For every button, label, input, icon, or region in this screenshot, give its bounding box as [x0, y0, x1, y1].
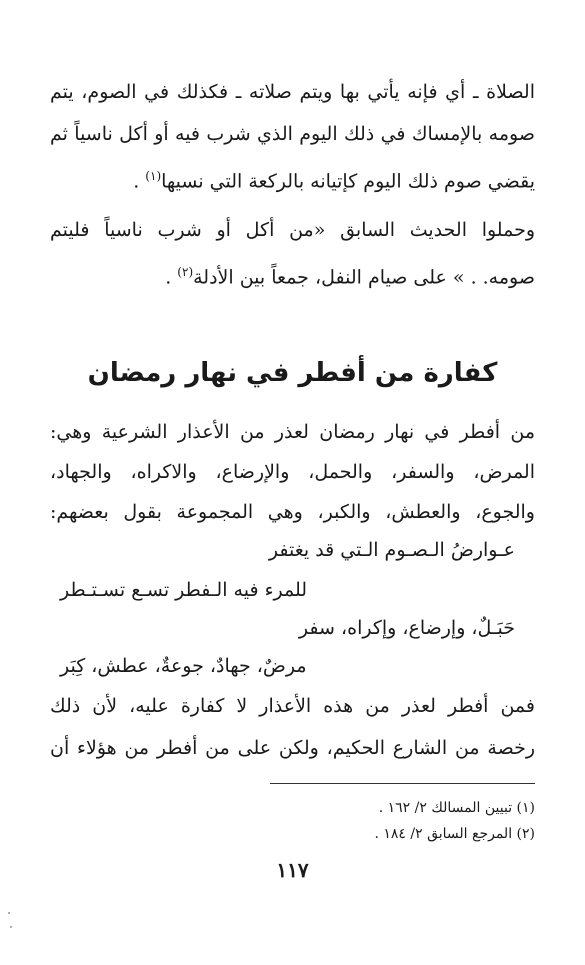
paragraph-1-line-1: الصلاة ـ أي فإنه يأتي بها ويتم صلاته ـ فكذلك في الصوم، يتم [50, 81, 535, 103]
poem-verse-1-first-hemistich: عـوارضُ الـصـوم الـتي قد يغتفر [268, 539, 515, 561]
paragraph-2-line-2-text: صومه. . » على صيام النفل، جمعاً بين الأدلة [193, 266, 535, 289]
paragraph-1-line-3-end: . [133, 170, 146, 193]
footnote-2: (٢) المرجع السابق ٢/ ١٨٤ . [374, 826, 535, 842]
paragraph-2-line-2 [50, 252, 535, 297]
poem-verse-1-second-hemistich: للمرء فيه الـفطر تسـع تسـتـطر [60, 579, 308, 601]
poem-verse-2-first-hemistich: حَبَـلٌ، وإرضاع، وإكراه، سفر [298, 617, 515, 639]
footnote-1: (١) تبيين المسالك ٢/ ١٦٢ . [378, 800, 535, 816]
paragraph-2-line-1: وحملوا الحديث السابق «من أكل أو شرب ناسياً فليتم [50, 219, 535, 241]
paragraph-3-line-2: المرض، والسفر، والحمل، والإرضاع، والاكراه، والجهاد، [50, 461, 535, 483]
section-heading: كفارة من أفطر في نهار رمضان [87, 358, 498, 388]
paragraph-1-line-3 [50, 156, 535, 201]
footnote-separator [270, 783, 535, 784]
page-number: ١١٧ [276, 858, 309, 882]
footnote-ref-1: (١) [145, 169, 162, 183]
scan-speck [10, 926, 12, 928]
scan-speck [8, 912, 10, 914]
paragraph-3-line-1: من أفطر في نهار رمضان لعذر من الأعذار الشرعية وهي: [50, 421, 535, 443]
paragraph-1-line-3-text: يقضي صوم ذلك اليوم كإتيانه بالركعة التي نسيها [161, 170, 535, 193]
paragraph-2-line-2-end: . [165, 266, 178, 289]
footnote-ref-2: (٢) [177, 265, 194, 279]
paragraph-4-line-2: رخصة من الشارع الحكيم، ولكن على من أفطر من هؤلاء أن [50, 737, 535, 759]
poem-verse-2-second-hemistich: مرضٌ، جهادٌ، جوعةٌ، عطش، كِبَر [60, 655, 307, 677]
paragraph-4-line-1: فمن أفطر لعذر من هذه الأعذار لا كفارة عليه، لأن ذلك [50, 695, 535, 717]
paragraph-3-line-3: والجوع، والعطش، والكبر، وهي المجموعة بقول بعضهم: [50, 501, 535, 523]
paragraph-1-line-2: صومه بالإمساك في ذلك اليوم الذي شرب فيه أو أكل ناسياً ثم [50, 123, 535, 145]
